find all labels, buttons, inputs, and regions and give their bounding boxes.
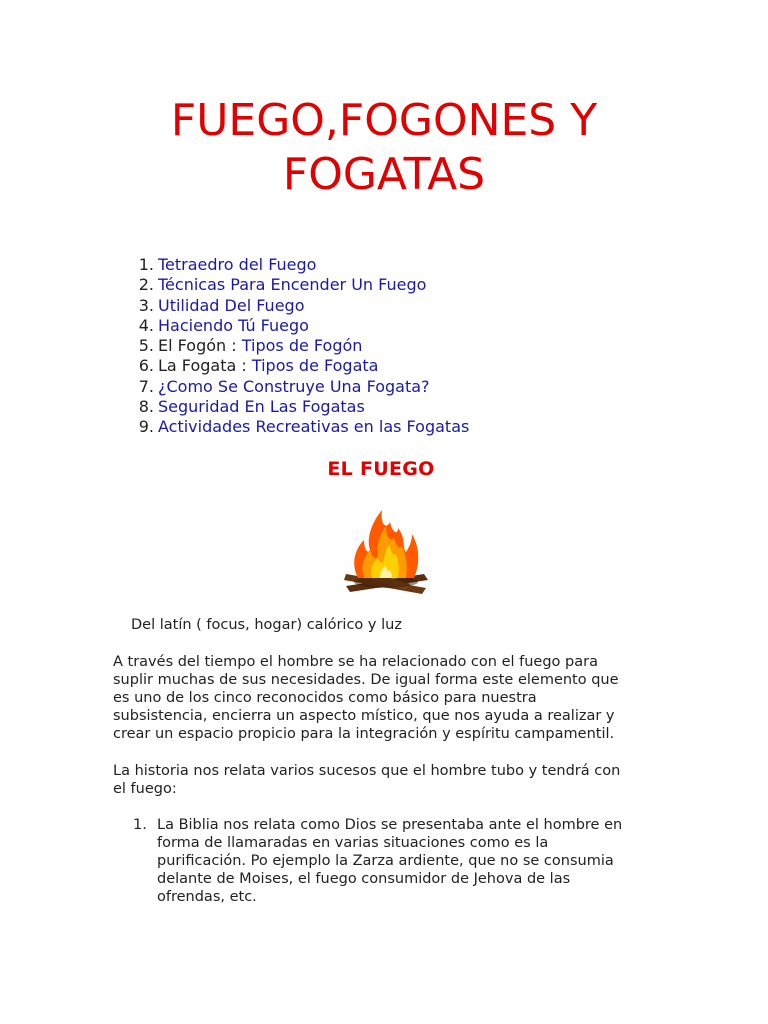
toc-number: 8. — [138, 397, 154, 417]
page-title-line-1: FUEGO,FOGONES Y — [170, 95, 598, 146]
toc-item — [138, 417, 470, 437]
toc-prefix: El Fogón : — [158, 336, 242, 356]
paragraph-line: suplir muchas de sus necesidades. De igual forma este elemento que — [113, 672, 619, 688]
history-list — [133, 816, 657, 906]
toc-link-tecnicas[interactable]: Técnicas Para Encender Un Fuego — [158, 275, 427, 295]
paragraph-line: A través del tiempo el hombre se ha relacionado con el fuego para — [113, 654, 598, 670]
toc-number: 7. — [138, 376, 154, 396]
paragraph-line: subsistencia, encierra un aspecto místico, que nos ayuda a realizar y — [113, 708, 615, 724]
list-item-line: La Biblia nos relata como Dios se presentaba ante el hombre en — [157, 817, 623, 833]
page-title — [0, 94, 768, 202]
list-item-line: forma de llamaradas en varias situaciones como es la — [157, 835, 549, 851]
list-item — [133, 816, 657, 906]
toc-number: 3. — [138, 295, 154, 315]
toc-item — [138, 376, 469, 397]
toc-link-tipos-fogon[interactable]: Tipos de Fogón — [241, 336, 363, 356]
toc-prefix: La Fogata : — [158, 356, 252, 376]
paragraph-line: es uno de los cinco reconocidos como básico para nuestra — [113, 690, 537, 706]
toc-number: 9. — [138, 417, 154, 437]
intro-paragraph — [113, 653, 648, 743]
list-number: 1. — [133, 817, 147, 833]
toc-link-actividades[interactable]: Actividades Recreativas en las Fogatas — [158, 417, 470, 437]
paragraph-line: La historia nos relata varios sucesos que el hombre tubo y tendrá con — [113, 763, 621, 779]
toc-item — [138, 336, 469, 356]
table-of-contents — [138, 255, 470, 438]
toc-link-utilidad[interactable]: Utilidad Del Fuego — [158, 295, 305, 315]
etymology-text: Del latín ( focus, hogar) calórico y luz — [131, 617, 402, 633]
toc-number: 1. — [138, 255, 154, 274]
paragraph-line: crear un espacio propicio para la integración y espíritu campamentil. — [113, 726, 615, 742]
toc-item — [138, 315, 469, 336]
list-item-line: ofrendas, etc. — [157, 889, 257, 905]
list-item-line: delante de Moises, el fuego consumidor de Jehova de las — [157, 871, 571, 887]
toc-link-haciendo[interactable]: Haciendo Tú Fuego — [158, 315, 309, 335]
toc-item — [138, 295, 469, 316]
history-paragraph — [113, 762, 648, 798]
toc-item — [138, 356, 469, 376]
toc-item — [138, 397, 469, 417]
toc-item — [138, 275, 469, 295]
section-heading: EL FUEGO — [327, 458, 435, 480]
page-title-line-2: FOGATAS — [282, 149, 486, 200]
toc-link-tipos-fogata[interactable]: Tipos de Fogata — [251, 356, 379, 376]
toc-number: 2. — [138, 275, 154, 295]
toc-link-seguridad[interactable]: Seguridad En Las Fogatas — [158, 397, 365, 417]
list-item-line: purificación. Po ejemplo la Zarza ardiente, que no se consumia — [157, 853, 614, 869]
campfire-icon — [336, 500, 436, 600]
toc-item — [138, 255, 469, 275]
toc-number: 5. — [138, 336, 154, 356]
toc-link-construye[interactable]: ¿Como Se Construye Una Fogata? — [158, 376, 430, 396]
toc-number: 4. — [138, 315, 154, 335]
paragraph-line: el fuego: — [113, 781, 177, 797]
toc-link-tetraedro[interactable]: Tetraedro del Fuego — [158, 255, 317, 274]
toc-number: 6. — [138, 356, 154, 376]
